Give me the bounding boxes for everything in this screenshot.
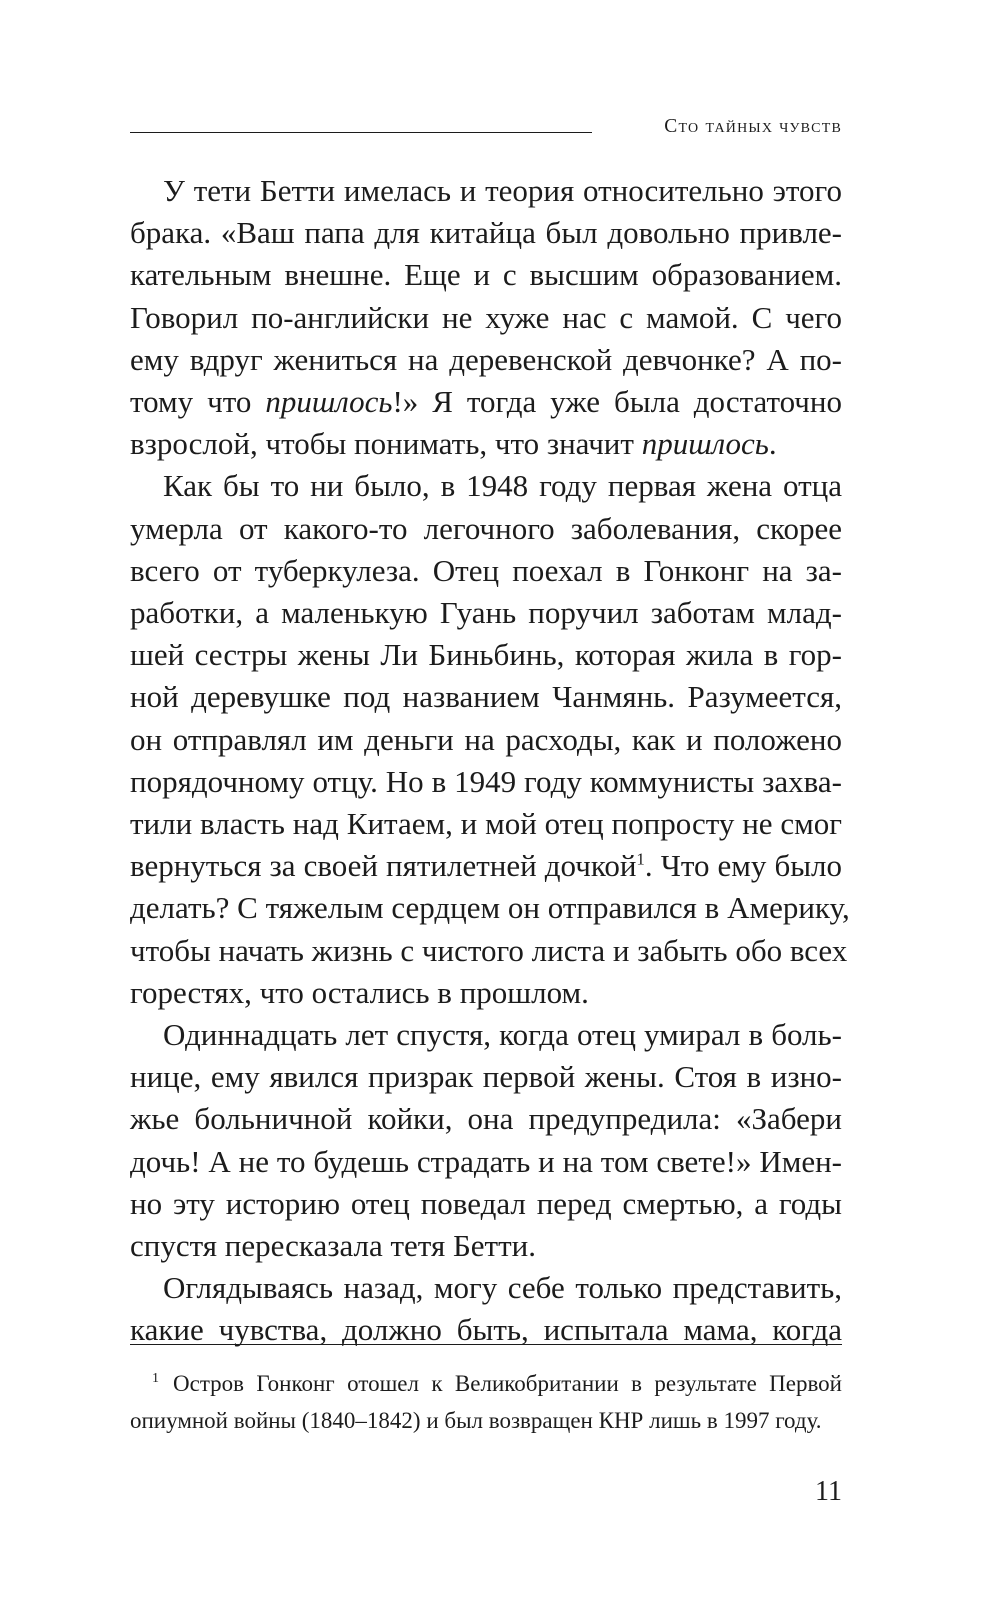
text-line: кательным внешне. Еще и с высшим образованием. [130,257,842,293]
main-text [130,170,850,1352]
emphasis: пришлось [641,426,769,462]
text-line: горестях, что остались в прошлом. [130,974,589,1010]
text-line: чтобы начать жизнь с чистого листа и забыть обо всех [130,932,848,968]
paragraph-1 [130,170,842,465]
header-rule [130,132,592,133]
text-fragment: взрослой, чтобы понимать, что значит [130,426,642,462]
paragraph-3 [130,1014,842,1267]
text-line: Говорил по-английски не хуже нас с мамой. С чего [130,299,842,335]
text-line: работки, а маленькую Гуань поручил заботам млад- [130,595,842,631]
text-line: какие чувства, должно быть, испытала мама, когда [130,1312,842,1348]
page-number: 11 [815,1476,842,1507]
text-fragment: . Что ему было [644,848,843,884]
footnote-line [130,1365,842,1402]
text-line: Одиннадцать лет спустя, когда отец умирал в боль- [163,1017,842,1053]
text-fragment: вернуться за своей пятилетней дочкой [130,848,637,884]
text-line: шей сестры жены Ли Биньбинь, которая жила в гор- [130,637,842,673]
text-line: Оглядываясь назад, могу себе только представить, [163,1270,842,1306]
text-line: Как бы то ни было, в 1948 году первая жена отца [163,468,842,504]
text-fragment: !» Я тогда уже была достаточно [392,384,842,420]
footnote-marker: 1 [152,1371,159,1387]
text-line: всего от туберкулеза. Отец поехал в Гонконг на за- [130,552,842,588]
paragraph-2 [130,465,850,1014]
footnote [130,1365,842,1439]
text-line [130,845,842,887]
running-title: Сто тайных чувств [664,116,842,137]
running-header [130,110,842,150]
text-line: он отправлял им деньги на расходы, как и положено [130,721,842,757]
text-line: жье больничной койки, она предупредила: «Забери [130,1101,842,1137]
text-fragment: . [768,426,777,462]
text-line: ему вдруг жениться на деревенской девчонке? А по- [130,341,842,377]
text-line: дочь! А не то будешь страдать и на том свете!» Имен- [130,1143,842,1179]
text-line: но эту историю отец поведал перед смертью, а годы [130,1185,842,1221]
emphasis: пришлось [265,384,393,420]
text-line: тили власть над Китаем, и мой отец попросту не смог [130,806,842,842]
text-line: ной деревушке под названием Чанмянь. Разумеется, [130,679,842,715]
paragraph-4 [130,1267,842,1351]
text-line: У тети Бетти имелась и теория относительно этого [163,173,842,208]
text-line: делать? С тяжелым сердцем он отправился в Америку, [130,890,850,926]
text-line: порядочному отцу. Но в 1949 году коммунисты захва- [130,763,842,799]
text-line [130,381,842,423]
text-line [130,423,842,465]
footnote-text: Остров Гонконг отошел к Великобритании в результате Первой [173,1371,842,1396]
text-fragment: тому что [130,384,266,420]
footnote-line: опиумной войны (1840–1842) и был возвращен КНР лишь в 1997 году. [130,1408,822,1433]
footnote-reference[interactable]: 1 [636,849,645,869]
text-line: нице, ему явился призрак первой жены. Стоя в изно- [130,1059,842,1095]
text-line: брака. «Ваш папа для китайца был довольно привле- [130,215,842,251]
text-line: умерла от какого-то легочного заболевания, скорее [130,510,842,546]
footnote-rule [130,1344,842,1345]
text-line: спустя пересказала тетя Бетти. [130,1228,536,1264]
